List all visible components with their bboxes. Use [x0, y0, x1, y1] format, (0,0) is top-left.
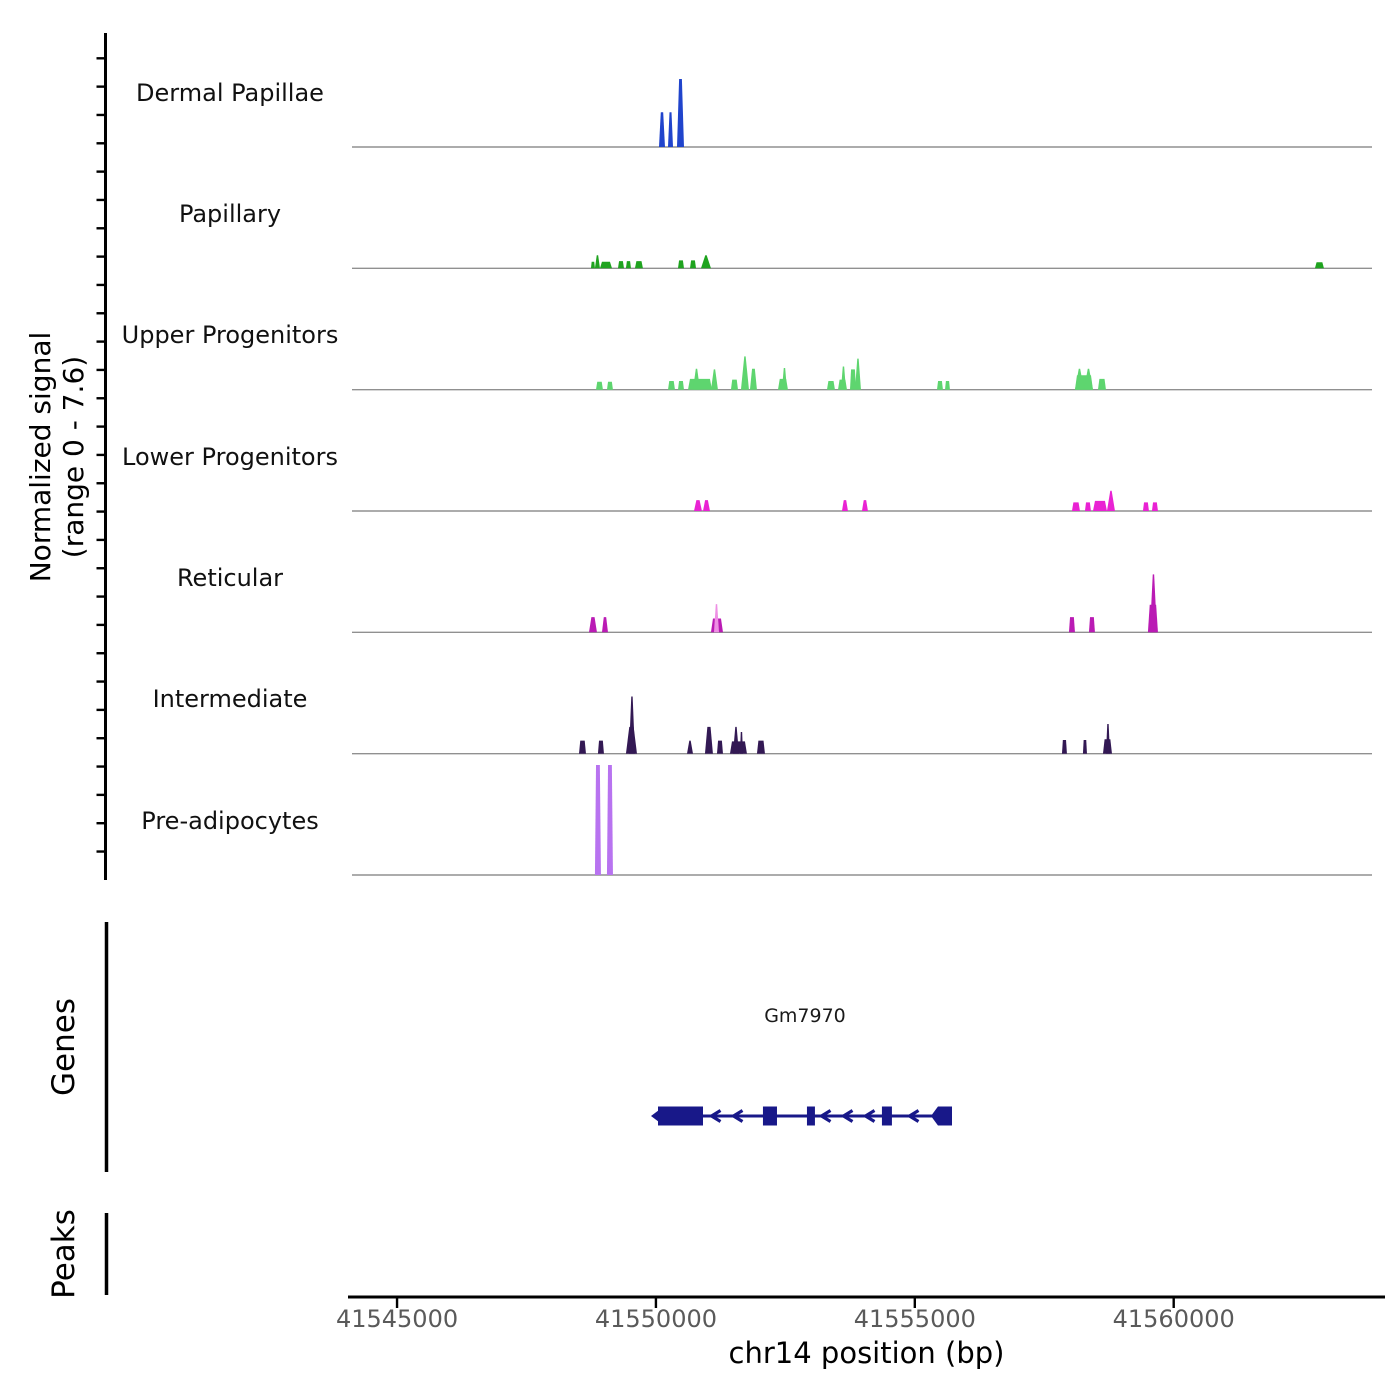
- track-label-pre-adipocytes: Pre-adipocytes: [141, 806, 319, 835]
- y-axis-label-line1: Normalized signal: [23, 331, 57, 583]
- track-pre-adipocytes: [352, 765, 1372, 875]
- y-axis-label: [24, 332, 90, 583]
- track-label-papillary: Papillary: [178, 199, 282, 228]
- x-tick-label-41545000: 41545000: [335, 1305, 459, 1333]
- gene-model-gm7970: [651, 1107, 952, 1126]
- track-intermediate: [352, 697, 1372, 754]
- track-dermal-papillae: [352, 79, 1372, 147]
- track-upper-progenitors: [352, 356, 1372, 389]
- track-label-lower-progenitors: Lower Progenitors: [122, 442, 338, 471]
- signal-y-axis: [97, 33, 106, 880]
- x-tick-label-41560000: 41560000: [1112, 1305, 1235, 1333]
- track-lower-progenitors: [352, 491, 1372, 511]
- track-label-upper-progenitors: Upper Progenitors: [121, 321, 339, 350]
- x-axis-title: chr14 position (bp): [728, 1336, 1005, 1370]
- track-label-intermediate: Intermediate: [152, 685, 308, 714]
- y-axis-label-line2: (range 0 - 7.6): [57, 355, 90, 559]
- track-reticular: [352, 574, 1372, 632]
- track-label-reticular: Reticular: [176, 563, 284, 592]
- genes-section-label: Genes: [46, 998, 82, 1096]
- peaks-section-label: Peaks: [46, 1209, 82, 1299]
- track-label-dermal-papillae: Dermal Papillae: [136, 78, 324, 107]
- track-papillary: [352, 255, 1372, 268]
- x-tick-label-41550000: 41550000: [594, 1305, 717, 1333]
- gene-name-label: Gm7970: [764, 1005, 846, 1027]
- x-tick-label-41555000: 41555000: [853, 1305, 976, 1333]
